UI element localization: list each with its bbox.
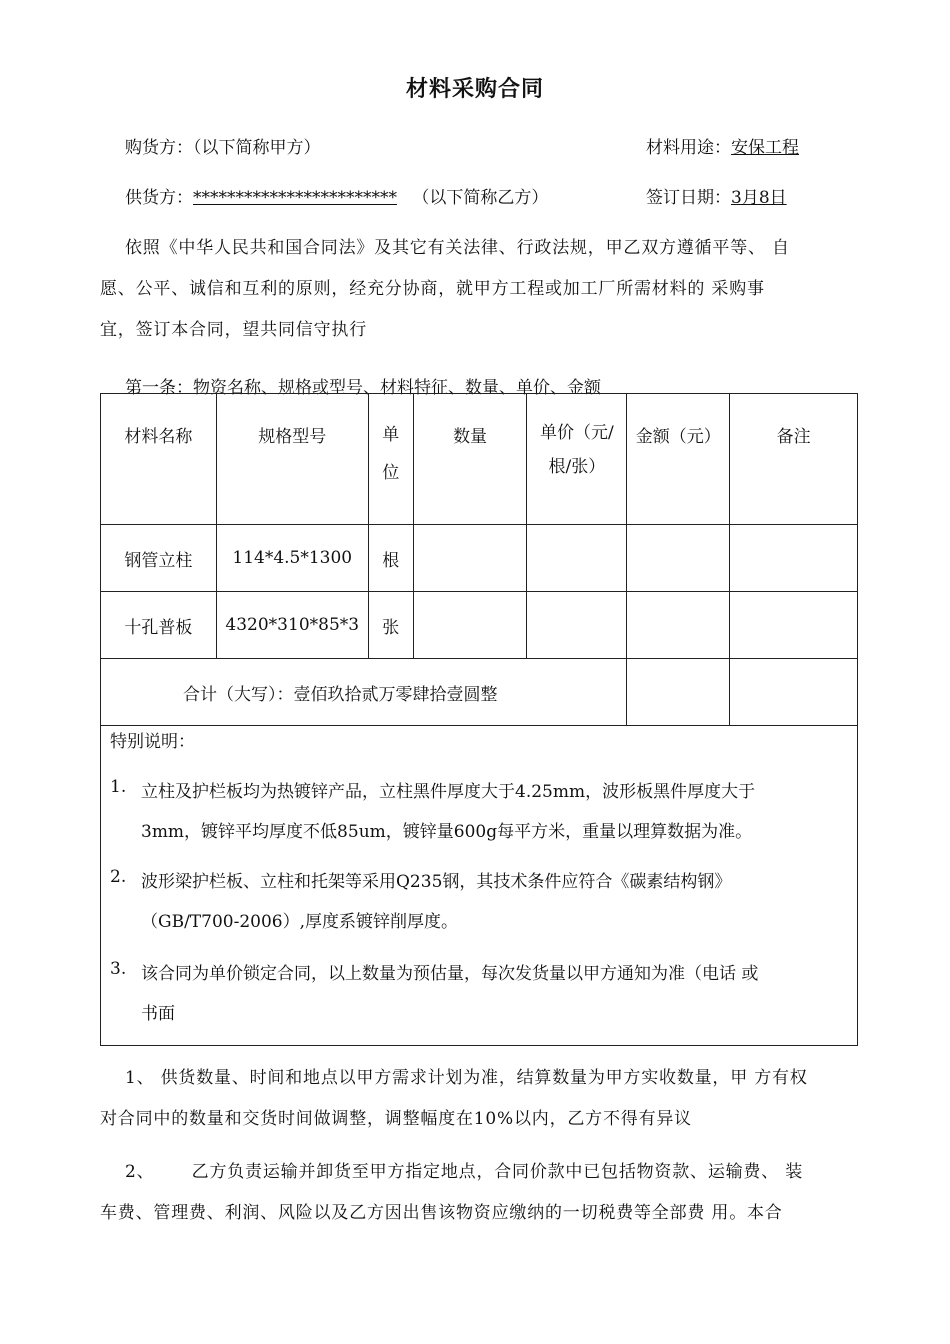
- buyer-note: （以下简称甲方）: [193, 138, 321, 158]
- header-qty: 数量: [413, 394, 527, 525]
- cell-unit: 根: [368, 525, 413, 592]
- total-amount-words: 合计（大写）：壹佰玖拾贰万零肆拾壹圆整: [101, 659, 627, 726]
- clause-line: 车费、管理费、利润、风险以及乙方因出售该物资应缴纳的一切税费等全部费 用。本合: [100, 1203, 783, 1223]
- supplier-line: [125, 183, 548, 208]
- intro-line: 愿、公平、诚信和互利的原则，经充分协商，就甲方工程或加工厂所需材料的 采购事: [100, 279, 765, 299]
- header-remark: 备注: [730, 394, 858, 525]
- cell-spec: 114*4.5*1300: [216, 525, 368, 592]
- clause-line: 2、 乙方负责运输并卸货至甲方指定地点，合同价款中已包括物资款、运输费、 装: [125, 1162, 804, 1182]
- cell-spec: 4320*310*85*3: [216, 592, 368, 659]
- note-item-line: （GB/T700-2006）,厚度系镀锌削厚度。: [141, 912, 458, 932]
- supplier-value: ************************: [193, 188, 397, 208]
- usage-value: 安保工程: [731, 138, 799, 158]
- cell-price: [527, 592, 627, 659]
- sign-date-value: 3月8日: [731, 188, 787, 208]
- header-amount: 金额（元）: [627, 394, 730, 525]
- cell-name: 十孔普板: [101, 592, 217, 659]
- cell-remark: [730, 525, 858, 592]
- clause-line: 对合同中的数量和交货时间做调整，调整幅度在10%以内，乙方不得有异议: [100, 1109, 692, 1129]
- cell-qty: [413, 592, 527, 659]
- article-1-heading: 第一条：物资名称、规格或型号、材料特征、数量、单价、金额: [125, 378, 601, 398]
- special-notes: [100, 701, 858, 1046]
- notes-title: 特别说明：: [110, 732, 195, 752]
- note-item-line: 该合同为单价锁定合同，以上数量为预估量，每次发货量以甲方通知为准（电话 或: [141, 964, 759, 984]
- cell-amount: [627, 525, 730, 592]
- note-item-line: 书面: [141, 1004, 175, 1024]
- note-item-line: 3mm，镀锌平均厚度不低85um，镀锌量600g每平方米，重量以理算数据为准。: [141, 822, 753, 842]
- header-name: 材料名称: [101, 394, 217, 525]
- note-item-num: 1.: [110, 777, 127, 797]
- page-title: 材料采购合同: [405, 77, 544, 102]
- table-header-row: [101, 394, 858, 525]
- usage-label: 材料用途：: [646, 138, 731, 158]
- header-spec: 规格型号: [216, 394, 368, 525]
- note-item-line: 立柱及护栏板均为热镀锌产品，立柱黑件厚度大于4.25mm，波形板黑件厚度大于: [141, 782, 756, 802]
- clause-line: 1、 供货数量、时间和地点以甲方需求计划为准，结算数量为甲方实收数量，甲 方有权: [125, 1068, 808, 1088]
- note-item-num: 3.: [110, 959, 127, 979]
- materials-table: [100, 393, 858, 726]
- table-row: [101, 525, 858, 592]
- buyer-label: 购货方：: [125, 138, 193, 158]
- header-price: 单价（元/ 根/张）: [527, 394, 627, 525]
- header-unit: 单 位: [368, 394, 413, 525]
- note-item-line: 波形梁护栏板、立柱和托架等采用Q235钢，其技术条件应符合《碳素结构钢》: [141, 872, 732, 892]
- cell-amount: [627, 592, 730, 659]
- supplier-note: （以下简称乙方）: [412, 188, 549, 208]
- cell-qty: [413, 525, 527, 592]
- sign-date-line: [646, 183, 787, 208]
- cell-price: [527, 525, 627, 592]
- intro-line: 宜，签订本合同，望共同信守执行: [100, 320, 367, 340]
- cell-name: 钢管立柱: [101, 525, 217, 592]
- sign-date-label: 签订日期：: [646, 188, 731, 208]
- note-item-num: 2.: [110, 867, 127, 887]
- cell-remark: [730, 592, 858, 659]
- cell-unit: 张: [368, 592, 413, 659]
- buyer-line: [125, 133, 321, 158]
- intro-line: 依照《中华人民共和国合同法》及其它有关法律、行政法规，甲乙双方遵循平等、 自: [125, 238, 790, 258]
- usage-line: [646, 133, 799, 158]
- table-row: [101, 592, 858, 659]
- supplier-label: 供货方：: [125, 188, 193, 208]
